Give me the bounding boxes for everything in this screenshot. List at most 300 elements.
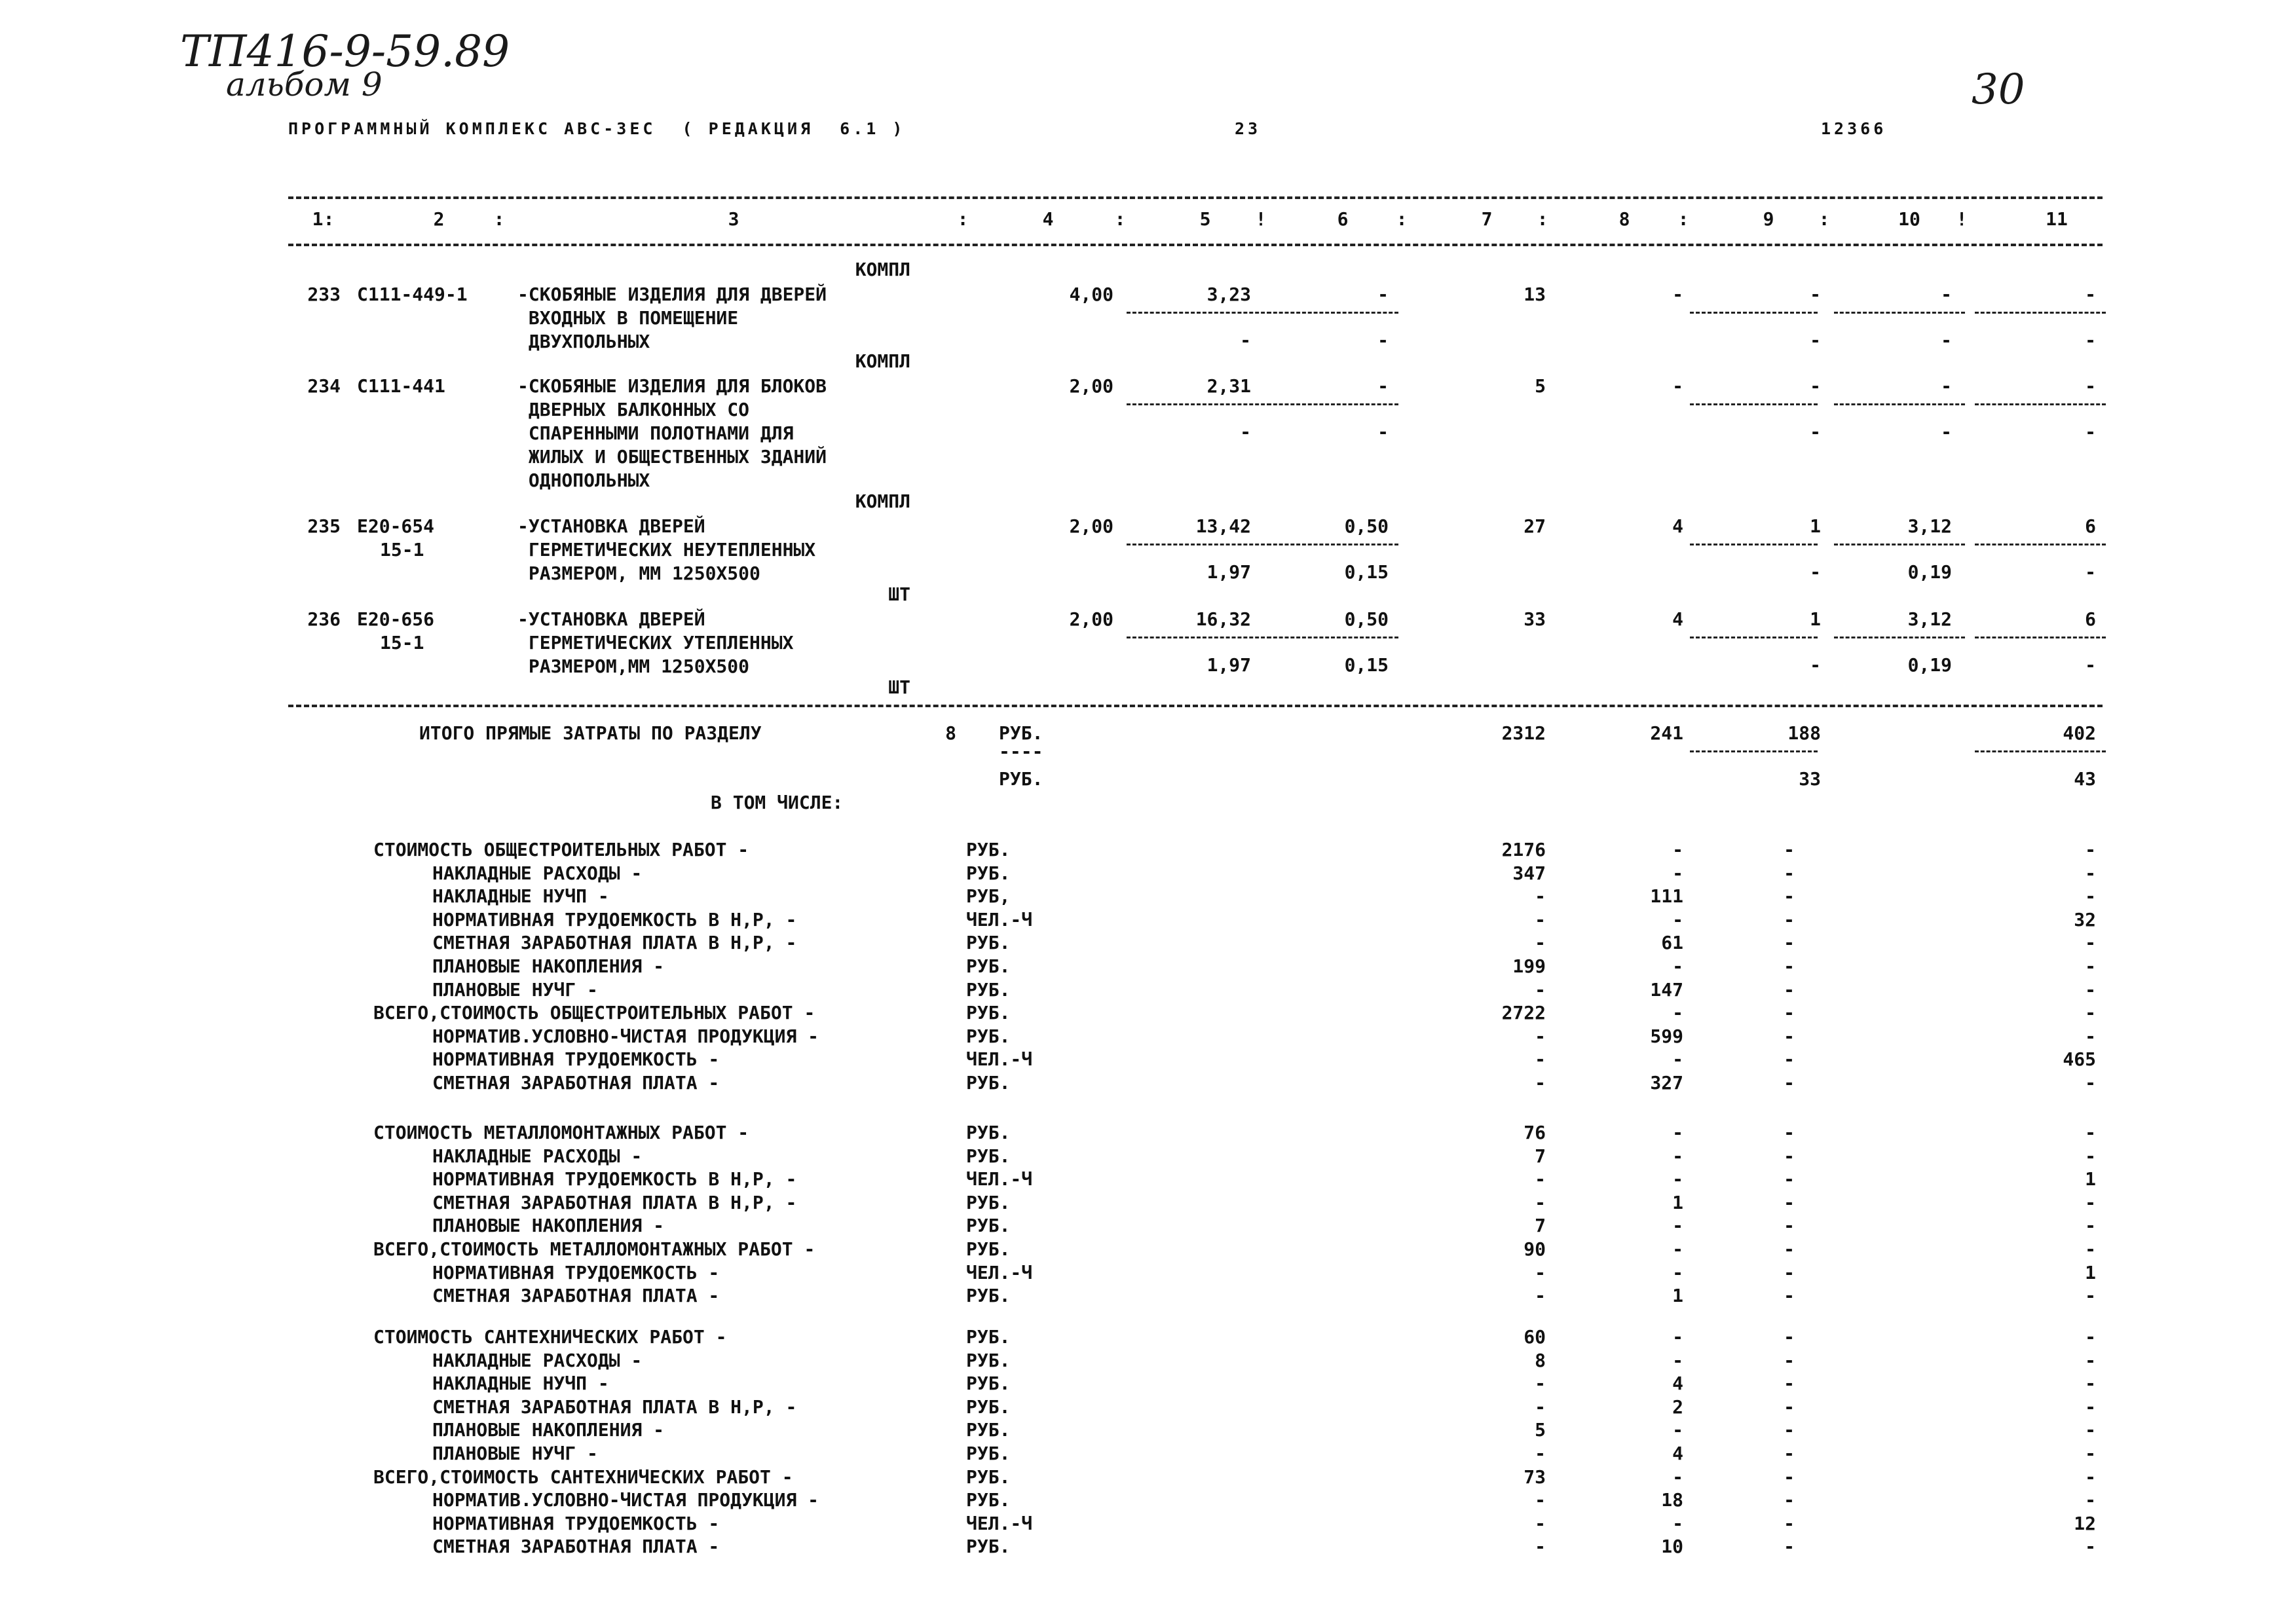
breakdown-col7: - bbox=[1535, 932, 1546, 953]
row-col10-top: - bbox=[1941, 375, 1952, 397]
row-unit: КОМПЛ bbox=[855, 350, 910, 372]
last-row-unit: ШТ bbox=[888, 676, 910, 698]
handwritten-code: ТП416-9-59.89 bbox=[180, 26, 510, 77]
breakdown-col9: - bbox=[1784, 932, 1795, 953]
column-header-8: 8 bbox=[1618, 208, 1630, 230]
breakdown-label: СМЕТНАЯ ЗАРАБОТНАЯ ПЛАТА - bbox=[432, 1072, 720, 1094]
breakdown-col8: 10 bbox=[1661, 1536, 1683, 1557]
row-col10-top: 3,12 bbox=[1907, 608, 1952, 630]
total-col8: 241 bbox=[1650, 722, 1683, 744]
row-c10-subrule bbox=[1834, 637, 1965, 638]
row-number: 236 bbox=[307, 608, 341, 630]
program-title: ПРОГРАММНЫЙ КОМПЛЕКС АВС-3ЕС ( РЕДАКЦИЯ 6.1 ) bbox=[288, 119, 906, 138]
breakdown-col11: - bbox=[2085, 1285, 2096, 1306]
breakdown-col9: - bbox=[1784, 979, 1795, 1001]
column-header-5: 5 bbox=[1199, 208, 1211, 230]
row-col8: 4 bbox=[1672, 608, 1683, 630]
breakdown-label: ПЛАНОВЫЕ НАКОПЛЕНИЯ - bbox=[432, 1215, 665, 1236]
row-quantity: 4,00 bbox=[1069, 284, 1113, 305]
breakdown-col9: - bbox=[1784, 1168, 1795, 1190]
breakdown-col11: - bbox=[2085, 1192, 2096, 1213]
breakdown-col11: - bbox=[2085, 979, 2096, 1001]
handwritten-page-number: 30 bbox=[1972, 65, 2025, 114]
header-rule-bottom bbox=[288, 244, 2103, 246]
row-col6-top: - bbox=[1377, 284, 1389, 305]
row-description-line: ЖИЛЫХ И ОБЩЕСТВЕННЫХ ЗДАНИЙ bbox=[517, 446, 827, 468]
breakdown-label: СМЕТНАЯ ЗАРАБОТНАЯ ПЛАТА В Н,Р, - bbox=[432, 932, 797, 953]
column-separator: ! bbox=[1956, 208, 1968, 230]
row-c9-subrule bbox=[1690, 544, 1818, 545]
row-description-line: РАЗМЕРОМ, ММ 1250Х500 bbox=[517, 563, 760, 584]
breakdown-col9: - bbox=[1784, 1350, 1795, 1371]
breakdown-col7: 199 bbox=[1512, 955, 1546, 977]
row-code: Е20-654 bbox=[357, 515, 435, 537]
breakdown-unit: РУБ. bbox=[966, 1025, 1011, 1047]
breakdown-col11: - bbox=[2085, 1396, 2096, 1418]
row-quantity: 2,00 bbox=[1069, 515, 1113, 537]
breakdown-col7: 90 bbox=[1524, 1238, 1546, 1260]
breakdown-col7: - bbox=[1535, 1373, 1546, 1394]
breakdown-label: НОРМАТИВНАЯ ТРУДОЕМКОСТЬ - bbox=[432, 1513, 720, 1534]
breakdown-col9: - bbox=[1784, 909, 1795, 931]
breakdown-col11: - bbox=[2085, 1350, 2096, 1371]
column-separator: : bbox=[1818, 208, 1830, 230]
row-col9-bottom: - bbox=[1810, 561, 1821, 583]
row-col9-bottom: - bbox=[1810, 654, 1821, 676]
total-label: ИТОГО ПРЯМЫЕ ЗАТРАТЫ ПО РАЗДЕЛУ bbox=[419, 722, 762, 744]
row-col7: 27 bbox=[1524, 515, 1546, 537]
breakdown-col11: - bbox=[2085, 1466, 2096, 1488]
breakdown-col9: - bbox=[1784, 1072, 1795, 1094]
breakdown-col9: - bbox=[1784, 1466, 1795, 1488]
breakdown-col8: - bbox=[1672, 1262, 1683, 1283]
breakdown-label: НАКЛАДНЫЕ РАСХОДЫ - bbox=[432, 862, 643, 884]
breakdown-col9: - bbox=[1784, 1489, 1795, 1511]
column-separator: : bbox=[493, 208, 505, 230]
breakdown-col7: - bbox=[1535, 1072, 1546, 1094]
row-c5-subrule bbox=[1127, 403, 1271, 405]
breakdown-unit: РУБ. bbox=[966, 1489, 1011, 1511]
row-description-line: ОДНОПОЛЬНЫХ bbox=[517, 470, 650, 491]
breakdown-col8: - bbox=[1672, 862, 1683, 884]
row-col11-bottom: - bbox=[2085, 421, 2096, 443]
column-header-7: 7 bbox=[1481, 208, 1493, 230]
row-c5-subrule bbox=[1127, 544, 1271, 545]
row-c6-subrule bbox=[1267, 403, 1398, 405]
breakdown-label: СТОИМОСТЬ САНТЕХНИЧЕСКИХ РАБОТ - bbox=[373, 1326, 727, 1348]
row-code: С111-449-1 bbox=[357, 284, 468, 305]
breakdown-col7: - bbox=[1535, 1396, 1546, 1418]
breakdown-unit: РУБ. bbox=[966, 1145, 1011, 1167]
row-col6-bottom: 0,15 bbox=[1344, 654, 1389, 676]
row-c9-subrule bbox=[1690, 637, 1818, 638]
breakdown-col11: - bbox=[2085, 862, 2096, 884]
breakdown-label: СМЕТНАЯ ЗАРАБОТНАЯ ПЛАТА - bbox=[432, 1536, 720, 1557]
breakdown-col8: 4 bbox=[1672, 1443, 1683, 1464]
row-col10-bottom: 0,19 bbox=[1907, 654, 1952, 676]
breakdown-col7: 60 bbox=[1524, 1326, 1546, 1348]
breakdown-col11: - bbox=[2085, 1419, 2096, 1441]
breakdown-unit: РУБ. bbox=[966, 1466, 1011, 1488]
row-c5-subrule bbox=[1127, 637, 1271, 638]
row-c11-subrule bbox=[1975, 637, 2106, 638]
breakdown-col7: - bbox=[1535, 885, 1546, 907]
breakdown-col9: - bbox=[1784, 1419, 1795, 1441]
breakdown-unit: РУБ. bbox=[966, 1192, 1011, 1213]
breakdown-unit: РУБ. bbox=[966, 979, 1011, 1001]
breakdown-label: НОРМАТИВ.УСЛОВНО-ЧИСТАЯ ПРОДУКЦИЯ - bbox=[432, 1489, 819, 1511]
column-separator: : bbox=[1396, 208, 1408, 230]
breakdown-unit: РУБ. bbox=[966, 1326, 1011, 1348]
total-col11-bottom: 43 bbox=[2074, 768, 2096, 790]
breakdown-col8: 61 bbox=[1661, 932, 1683, 953]
row-description-line: РАЗМЕРОМ,ММ 1250Х500 bbox=[517, 655, 750, 677]
document-number: 12366 bbox=[1821, 119, 1887, 138]
row-col6-top: 0,50 bbox=[1344, 515, 1389, 537]
breakdown-label: НОРМАТИВНАЯ ТРУДОЕМКОСТЬ В Н,Р, - bbox=[432, 1168, 797, 1190]
row-col5-top: 13,42 bbox=[1195, 515, 1251, 537]
column-header-1: 1 bbox=[312, 208, 324, 230]
breakdown-col8: - bbox=[1672, 1002, 1683, 1024]
breakdown-unit: ЧЕЛ.-Ч bbox=[966, 1168, 1033, 1190]
breakdown-col8: 18 bbox=[1661, 1489, 1683, 1511]
row-col5-bottom: 1,97 bbox=[1206, 561, 1251, 583]
breakdown-col8: - bbox=[1672, 909, 1683, 931]
breakdown-col8: - bbox=[1672, 1238, 1683, 1260]
breakdown-col8: - bbox=[1672, 1122, 1683, 1143]
row-description-line: ГЕРМЕТИЧЕСКИХ УТЕПЛЕННЫХ bbox=[517, 632, 794, 654]
breakdown-col7: - bbox=[1535, 909, 1546, 931]
row-col5-bottom: - bbox=[1240, 421, 1251, 443]
breakdown-unit: РУБ. bbox=[966, 1373, 1011, 1394]
row-col7: 33 bbox=[1524, 608, 1546, 630]
breakdown-label: НАКЛАДНЫЕ РАСХОДЫ - bbox=[432, 1145, 643, 1167]
breakdown-col8: - bbox=[1672, 1350, 1683, 1371]
total-col9-subrule bbox=[1690, 750, 1818, 752]
breakdown-label: ПЛАНОВЫЕ НУЧГ - bbox=[432, 1443, 598, 1464]
breakdown-unit: РУБ. bbox=[966, 1238, 1011, 1260]
column-separator: : bbox=[957, 208, 969, 230]
row-unit: КОМПЛ bbox=[855, 259, 910, 280]
row-col5-top: 3,23 bbox=[1206, 284, 1251, 305]
column-header-11: 11 bbox=[2046, 208, 2068, 230]
breakdown-col8: 1 bbox=[1672, 1192, 1683, 1213]
row-description-line: -УСТАНОВКА ДВЕРЕЙ bbox=[517, 515, 705, 537]
breakdown-col11: - bbox=[2085, 1145, 2096, 1167]
row-col5-top: 2,31 bbox=[1206, 375, 1251, 397]
row-col6-top: - bbox=[1377, 375, 1389, 397]
breakdown-col7: - bbox=[1535, 1025, 1546, 1047]
breakdown-col11: - bbox=[2085, 1489, 2096, 1511]
row-code-line2: 15-1 bbox=[380, 539, 424, 561]
breakdown-col8: - bbox=[1672, 1466, 1683, 1488]
breakdown-unit: ЧЕЛ.-Ч bbox=[966, 1048, 1033, 1070]
breakdown-col7: - bbox=[1535, 1168, 1546, 1190]
breakdown-col7: 73 bbox=[1524, 1466, 1546, 1488]
row-number: 233 bbox=[307, 284, 341, 305]
row-c11-subrule bbox=[1975, 403, 2106, 405]
breakdown-col8: 599 bbox=[1650, 1025, 1683, 1047]
breakdown-col8: - bbox=[1672, 1513, 1683, 1534]
breakdown-unit: РУБ. bbox=[966, 1350, 1011, 1371]
breakdown-col8: - bbox=[1672, 839, 1683, 860]
breakdown-col9: - bbox=[1784, 1443, 1795, 1464]
breakdown-col7: - bbox=[1535, 1489, 1546, 1511]
breakdown-col11: 32 bbox=[2074, 909, 2096, 931]
breakdown-col9: - bbox=[1784, 1048, 1795, 1070]
breakdown-label: НОРМАТИВНАЯ ТРУДОЕМКОСТЬ В Н,Р, - bbox=[432, 909, 797, 931]
row-unit: КОМПЛ bbox=[855, 490, 910, 512]
breakdown-unit: РУБ, bbox=[966, 885, 1011, 907]
row-col8: 4 bbox=[1672, 515, 1683, 537]
breakdown-label: СТОИМОСТЬ МЕТАЛЛОМОНТАЖНЫХ РАБОТ - bbox=[373, 1122, 749, 1143]
breakdown-col9: - bbox=[1784, 862, 1795, 884]
breakdown-col11: - bbox=[2085, 1215, 2096, 1236]
breakdown-col9: - bbox=[1784, 1192, 1795, 1213]
breakdown-col8: 1 bbox=[1672, 1285, 1683, 1306]
row-col10-top: 3,12 bbox=[1907, 515, 1952, 537]
column-header-9: 9 bbox=[1763, 208, 1774, 230]
breakdown-col8: 4 bbox=[1672, 1373, 1683, 1394]
row-col9-top: 1 bbox=[1810, 515, 1821, 537]
breakdown-unit: РУБ. bbox=[966, 1419, 1011, 1441]
breakdown-col9: - bbox=[1784, 885, 1795, 907]
breakdown-unit: ЧЕЛ.-Ч bbox=[966, 1262, 1033, 1283]
breakdown-unit: РУБ. bbox=[966, 862, 1011, 884]
breakdown-col7: - bbox=[1535, 1262, 1546, 1283]
total-unit-second: РУБ. bbox=[999, 768, 1043, 790]
breakdown-col9: - bbox=[1784, 839, 1795, 860]
row-number: 234 bbox=[307, 375, 341, 397]
row-col10-top: - bbox=[1941, 284, 1952, 305]
breakdown-col11: - bbox=[2085, 1025, 2096, 1047]
row-c9-subrule bbox=[1690, 403, 1818, 405]
column-header-3: 3 bbox=[728, 208, 739, 230]
row-col11-top: - bbox=[2085, 284, 2096, 305]
row-description-line: -СКОБЯНЫЕ ИЗДЕЛИЯ ДЛЯ ДВЕРЕЙ bbox=[517, 284, 827, 305]
breakdown-col9: - bbox=[1784, 1238, 1795, 1260]
breakdown-unit: РУБ. bbox=[966, 1285, 1011, 1306]
breakdown-col11: - bbox=[2085, 839, 2096, 860]
column-separator: : bbox=[1114, 208, 1126, 230]
breakdown-unit: РУБ. bbox=[966, 1122, 1011, 1143]
breakdown-col11: 1 bbox=[2085, 1262, 2096, 1283]
breakdown-unit: РУБ. bbox=[966, 1536, 1011, 1557]
breakdown-label: ПЛАНОВЫЕ НУЧГ - bbox=[432, 979, 598, 1001]
column-header-6: 6 bbox=[1337, 208, 1349, 230]
row-description-line: -УСТАНОВКА ДВЕРЕЙ bbox=[517, 608, 705, 630]
row-description-line: ДВЕРНЫХ БАЛКОННЫХ СО bbox=[517, 399, 750, 420]
row-col11-top: 6 bbox=[2085, 515, 2096, 537]
row-code: Е20-656 bbox=[357, 608, 435, 630]
breakdown-col8: - bbox=[1672, 1326, 1683, 1348]
breakdown-col9: - bbox=[1784, 1513, 1795, 1534]
breakdown-label: СМЕТНАЯ ЗАРАБОТНАЯ ПЛАТА - bbox=[432, 1285, 720, 1306]
row-c11-subrule bbox=[1975, 544, 2106, 545]
total-col9-bottom: 33 bbox=[1799, 768, 1821, 790]
total-rule bbox=[288, 705, 2103, 707]
breakdown-col9: - bbox=[1784, 1122, 1795, 1143]
breakdown-col11: - bbox=[2085, 955, 2096, 977]
breakdown-col8: - bbox=[1672, 1145, 1683, 1167]
breakdown-col11: 12 bbox=[2074, 1513, 2096, 1534]
breakdown-col11: - bbox=[2085, 1238, 2096, 1260]
breakdown-unit: РУБ. bbox=[966, 932, 1011, 953]
breakdown-col7: 76 bbox=[1524, 1122, 1546, 1143]
row-c6-subrule bbox=[1267, 544, 1398, 545]
row-c6-subrule bbox=[1267, 312, 1398, 314]
breakdown-unit: РУБ. bbox=[966, 955, 1011, 977]
breakdown-label: НАКЛАДНЫЕ НУЧП - bbox=[432, 885, 609, 907]
breakdown-col7: 2176 bbox=[1501, 839, 1546, 860]
breakdown-label: СМЕТНАЯ ЗАРАБОТНАЯ ПЛАТА В Н,Р, - bbox=[432, 1192, 797, 1213]
row-col9-top: 1 bbox=[1810, 608, 1821, 630]
breakdown-col9: - bbox=[1784, 1285, 1795, 1306]
breakdown-col7: 347 bbox=[1512, 862, 1546, 884]
breakdown-col7: 8 bbox=[1535, 1350, 1546, 1371]
header-rule-top bbox=[288, 196, 2103, 199]
breakdown-col11: - bbox=[2085, 1536, 2096, 1557]
row-c10-subrule bbox=[1834, 403, 1965, 405]
row-col9-bottom: - bbox=[1810, 329, 1821, 351]
row-c10-subrule bbox=[1834, 312, 1965, 314]
breakdown-label: СМЕТНАЯ ЗАРАБОТНАЯ ПЛАТА В Н,Р, - bbox=[432, 1396, 797, 1418]
column-header-2: 2 bbox=[433, 208, 445, 230]
row-col5-top: 16,32 bbox=[1195, 608, 1251, 630]
breakdown-col8: - bbox=[1672, 1048, 1683, 1070]
breakdown-col7: 5 bbox=[1535, 1419, 1546, 1441]
row-col7: 13 bbox=[1524, 284, 1546, 305]
breakdown-unit: РУБ. bbox=[966, 1443, 1011, 1464]
including-heading: В ТОМ ЧИСЛЕ: bbox=[711, 792, 844, 813]
breakdown-col9: - bbox=[1784, 955, 1795, 977]
breakdown-unit: РУБ. bbox=[966, 839, 1011, 860]
row-col9-bottom: - bbox=[1810, 421, 1821, 443]
breakdown-unit: РУБ. bbox=[966, 1215, 1011, 1236]
column-separator: : bbox=[1537, 208, 1548, 230]
breakdown-label: ВСЕГО,СТОИМОСТЬ МЕТАЛЛОМОНТАЖНЫХ РАБОТ - bbox=[373, 1238, 815, 1260]
total-col11: 402 bbox=[2063, 722, 2096, 744]
sheet-number: 23 bbox=[1235, 119, 1262, 138]
breakdown-label: ПЛАНОВЫЕ НАКОПЛЕНИЯ - bbox=[432, 1419, 665, 1441]
row-c11-subrule bbox=[1975, 312, 2106, 314]
breakdown-col8: 111 bbox=[1650, 885, 1683, 907]
total-unit-underline: ---- bbox=[999, 741, 1043, 762]
row-col11-bottom: - bbox=[2085, 329, 2096, 351]
breakdown-col11: - bbox=[2085, 885, 2096, 907]
breakdown-col7: 7 bbox=[1535, 1215, 1546, 1236]
breakdown-col7: - bbox=[1535, 979, 1546, 1001]
breakdown-col7: - bbox=[1535, 1536, 1546, 1557]
breakdown-col8: 2 bbox=[1672, 1396, 1683, 1418]
row-col10-bottom: 0,19 bbox=[1907, 561, 1952, 583]
breakdown-col9: - bbox=[1784, 1215, 1795, 1236]
breakdown-col11: - bbox=[2085, 932, 2096, 953]
row-col10-bottom: - bbox=[1941, 329, 1952, 351]
row-col6-bottom: 0,15 bbox=[1344, 561, 1389, 583]
column-separator: ! bbox=[1255, 208, 1267, 230]
breakdown-col11: 1 bbox=[2085, 1168, 2096, 1190]
breakdown-label: НАКЛАДНЫЕ НУЧП - bbox=[432, 1373, 609, 1394]
breakdown-unit: ЧЕЛ.-Ч bbox=[966, 1513, 1033, 1534]
breakdown-col9: - bbox=[1784, 1396, 1795, 1418]
row-c10-subrule bbox=[1834, 544, 1965, 545]
row-quantity: 2,00 bbox=[1069, 375, 1113, 397]
total-section-number: 8 bbox=[945, 722, 956, 744]
row-description-line: -СКОБЯНЫЕ ИЗДЕЛИЯ ДЛЯ БЛОКОВ bbox=[517, 375, 827, 397]
column-separator: : bbox=[323, 208, 335, 230]
row-col6-top: 0,50 bbox=[1344, 608, 1389, 630]
breakdown-col7: - bbox=[1535, 1285, 1546, 1306]
breakdown-col9: - bbox=[1784, 1373, 1795, 1394]
breakdown-col9: - bbox=[1784, 1025, 1795, 1047]
breakdown-col7: - bbox=[1535, 1192, 1546, 1213]
breakdown-unit: РУБ. bbox=[966, 1396, 1011, 1418]
breakdown-unit: РУБ. bbox=[966, 1072, 1011, 1094]
breakdown-col9: - bbox=[1784, 1536, 1795, 1557]
row-description-line: ВХОДНЫХ В ПОМЕЩЕНИЕ bbox=[517, 307, 739, 329]
breakdown-label: НОРМАТИВНАЯ ТРУДОЕМКОСТЬ - bbox=[432, 1048, 720, 1070]
breakdown-col9: - bbox=[1784, 1326, 1795, 1348]
total-col9: 188 bbox=[1787, 722, 1821, 744]
breakdown-col11: - bbox=[2085, 1326, 2096, 1348]
breakdown-col9: - bbox=[1784, 1145, 1795, 1167]
breakdown-col7: 7 bbox=[1535, 1145, 1546, 1167]
breakdown-col11: - bbox=[2085, 1072, 2096, 1094]
row-code: С111-441 bbox=[357, 375, 445, 397]
row-number: 235 bbox=[307, 515, 341, 537]
breakdown-col11: - bbox=[2085, 1443, 2096, 1464]
total-col11-subrule bbox=[1975, 750, 2106, 752]
column-header-10: 10 bbox=[1898, 208, 1920, 230]
row-code-line2: 15-1 bbox=[380, 632, 424, 654]
breakdown-col8: - bbox=[1672, 1419, 1683, 1441]
breakdown-label: ВСЕГО,СТОИМОСТЬ ОБЩЕСТРОИТЕЛЬНЫХ РАБОТ - bbox=[373, 1002, 815, 1024]
row-quantity: 2,00 bbox=[1069, 608, 1113, 630]
row-c5-subrule bbox=[1127, 312, 1271, 314]
breakdown-col8: - bbox=[1672, 955, 1683, 977]
row-col10-bottom: - bbox=[1941, 421, 1952, 443]
breakdown-label: СТОИМОСТЬ ОБЩЕСТРОИТЕЛЬНЫХ РАБОТ - bbox=[373, 839, 749, 860]
total-col7: 2312 bbox=[1501, 722, 1546, 744]
breakdown-col9: - bbox=[1784, 1002, 1795, 1024]
breakdown-col9: - bbox=[1784, 1262, 1795, 1283]
breakdown-col7: - bbox=[1535, 1443, 1546, 1464]
breakdown-label: ВСЕГО,СТОИМОСТЬ САНТЕХНИЧЕСКИХ РАБОТ - bbox=[373, 1466, 793, 1488]
breakdown-label: НОРМАТИВНАЯ ТРУДОЕМКОСТЬ - bbox=[432, 1262, 720, 1283]
row-col11-top: 6 bbox=[2085, 608, 2096, 630]
row-col5-bottom: 1,97 bbox=[1206, 654, 1251, 676]
row-col11-bottom: - bbox=[2085, 654, 2096, 676]
breakdown-col7: 2722 bbox=[1501, 1002, 1546, 1024]
row-c9-subrule bbox=[1690, 312, 1818, 314]
column-separator: : bbox=[1677, 208, 1689, 230]
breakdown-col7: - bbox=[1535, 1513, 1546, 1534]
row-col6-bottom: - bbox=[1377, 329, 1389, 351]
row-c6-subrule bbox=[1267, 637, 1398, 638]
breakdown-col11: - bbox=[2085, 1122, 2096, 1143]
breakdown-col8: 327 bbox=[1650, 1072, 1683, 1094]
breakdown-label: НАКЛАДНЫЕ РАСХОДЫ - bbox=[432, 1350, 643, 1371]
row-col8: - bbox=[1672, 375, 1683, 397]
handwritten-album: альбом 9 bbox=[226, 65, 383, 103]
breakdown-col7: - bbox=[1535, 1048, 1546, 1070]
row-col5-bottom: - bbox=[1240, 329, 1251, 351]
breakdown-col11: 465 bbox=[2063, 1048, 2096, 1070]
breakdown-col8: - bbox=[1672, 1215, 1683, 1236]
breakdown-col8: 147 bbox=[1650, 979, 1683, 1001]
breakdown-col8: - bbox=[1672, 1168, 1683, 1190]
